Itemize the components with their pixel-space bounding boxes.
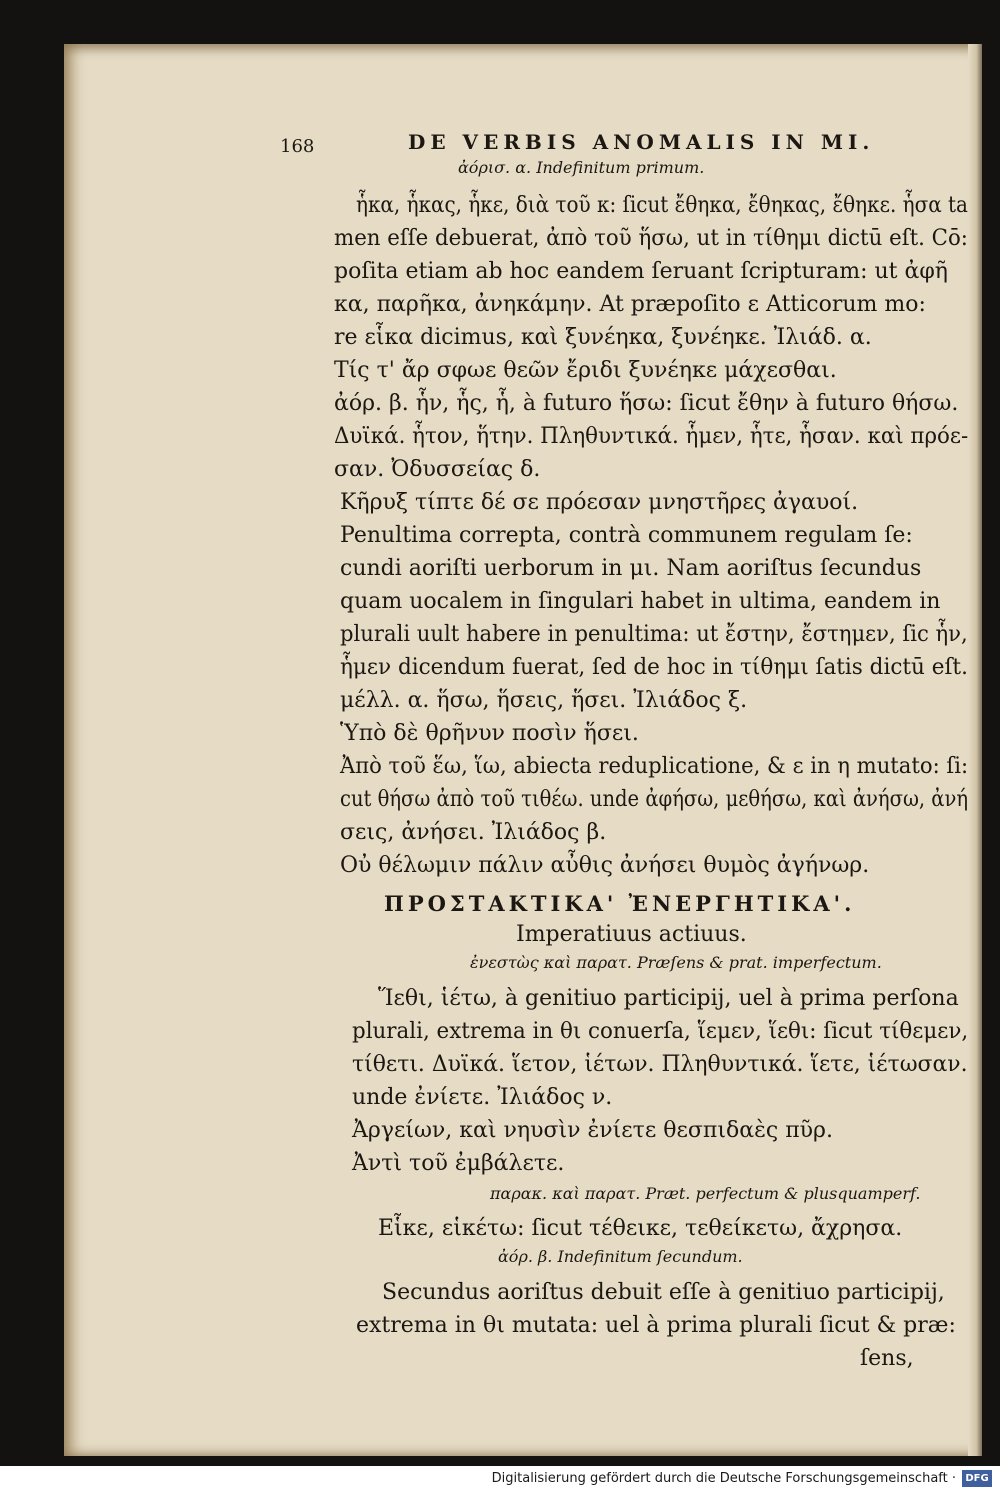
page-number: 168	[280, 136, 315, 157]
text-line: Ἀπὸ τοῦ ἕω, ἵω, abiecta reduplicatione, & ε in η mutato: ſi:	[340, 754, 969, 779]
text-line: τίθετι. Δυϊκά. ἵετον, ἱέτων. Πληθυντικά. ἵετε, ἱέτωσαν.	[352, 1052, 968, 1077]
text-line: Τίς τ' ἄρ σφωε θεῶν ἔριδι ξυνέηκε μάχεσθαι.	[334, 358, 837, 383]
text-line: cut θήσω ἀπὸ τοῦ τιθέω. unde ἀφήσω, μεθήσω, καὶ ἀνήσω, ἀνή	[340, 787, 969, 812]
text-line: Οὐ θέλωμιν πάλιν αὖθις ἀνήσει θυμὸς ἀγήνωρ.	[340, 853, 870, 878]
text-line: Ἀντὶ τοῦ ἐμβάλετε.	[352, 1151, 565, 1176]
text-line: ἀόρ. β. Indefinitum ſecundum.	[498, 1247, 743, 1266]
text-line: Ἵεθι, ἱέτω, à genitiuo participij, uel à prima perſona	[378, 986, 959, 1011]
text-line: men eſſe debuerat, ἀπὸ τοῦ ἥσω, ut in τίθημι dictū eſt. Cō:	[334, 226, 968, 251]
text-line: Secundus aoriſtus debuit eſſe à genitiuo participij,	[382, 1280, 945, 1305]
text-line: plurali, extrema in θι conuerſa, ἵεμεν, ἵεθι: ſicut τίθεμεν,	[352, 1019, 969, 1044]
text-line: Εἷκε, εἱκέτω: ſicut τέθεικε, τεθείκετω, ἄχρησα.	[378, 1216, 903, 1241]
text-line: unde ἐνίετε. Ἰλιάδος ν.	[352, 1085, 613, 1110]
running-header: DE VERBIS ANOMALIS IN MI.	[408, 130, 875, 154]
text-line: ſens,	[860, 1346, 914, 1371]
text-line: re εἷκα dicimus, καὶ ξυνέηκα, ξυνέηκε. Ἰλιάδ. α.	[334, 325, 872, 350]
text-line: Δυϊκά. ἧτον, ἥτην. Πληθυντικά. ἧμεν, ἧτε, ἧσαν. καὶ πρόε-	[334, 424, 969, 449]
section-heading: ΠΡΟΣΤΑΚΤΙΚΑ' ἘΝΕΡΓΗΤΙΚΑ'.	[384, 891, 856, 916]
text-line: extrema in θι mutata: uel à prima plurali ſicut & præ:	[356, 1313, 956, 1338]
footer-bar	[0, 1466, 1000, 1493]
text-line: Ὑπὸ δὲ θρῆνυν ποσὶν ἥσει.	[340, 721, 639, 746]
text-line: ἧμεν dicendum fuerat, ſed de hoc in τίθημι ſatis dictū eſt.	[340, 655, 968, 680]
text-line: ἀόρ. β. ἧν, ἧς, ἧ, à futuro ἥσω: ſicut ἔθην à futuro θήσω.	[334, 391, 959, 416]
text-line: Penultima correpta, contrà communem regulam ſe:	[340, 523, 913, 548]
text-line: ἧκα, ἧκας, ἧκε, διὰ τοῦ κ: ſicut ἔθηκα, ἔθηκας, ἔθηκε. ἧσα ta	[356, 193, 968, 218]
text-line: Imperatiuus actiuus.	[516, 922, 747, 947]
text-line: σεις, ἀνήσει. Ἰλιάδος β.	[340, 820, 607, 845]
dfg-logo-icon: DFG	[962, 1470, 992, 1487]
text-line: quam uocalem in ſingulari habet in ultima, eandem in	[340, 589, 941, 614]
text-line: cundi aoriſti uerborum in μι. Nam aoriſtus ſecundus	[340, 556, 922, 581]
text-line: μέλλ. α. ἥσω, ἥσεις, ἥσει. Ἰλιάδος ξ.	[340, 688, 748, 713]
text-line: σαν. Ὀδυσσείας δ.	[334, 457, 541, 482]
text-line: Ἀργείων, καὶ νηυσὶν ἐνίετε θεσπιδαὲς πῦρ.	[352, 1118, 833, 1143]
text-line: κα, παρῆκα, ἀνηκάμην. At præpoſito ε Atticorum mo:	[334, 292, 926, 317]
text-line: ἐνεστὼς καὶ παρατ. Præſens & prat. imperfectum.	[470, 953, 882, 972]
text-line: plurali uult habere in penultima: ut ἔστην, ἔστημεν, ſic ἧν,	[340, 622, 968, 647]
text-line: Κῆρυξ τίπτε δέ σε πρόεσαν μνηστῆρες ἀγαυοί.	[340, 490, 859, 515]
text-line: ἀόρισ. α. Indefinitum primum.	[458, 158, 705, 177]
funding-credit: Digitalisierung gefördert durch die Deutsche Forschungsgemeinschaft ·	[491, 1471, 956, 1486]
text-line: poſita etiam ab hoc eandem ſeruant ſcripturam: ut ἀφῆ	[334, 259, 948, 284]
text-line: παρακ. καὶ παρατ. Præt. perfectum & plusquamperf.	[490, 1184, 921, 1203]
